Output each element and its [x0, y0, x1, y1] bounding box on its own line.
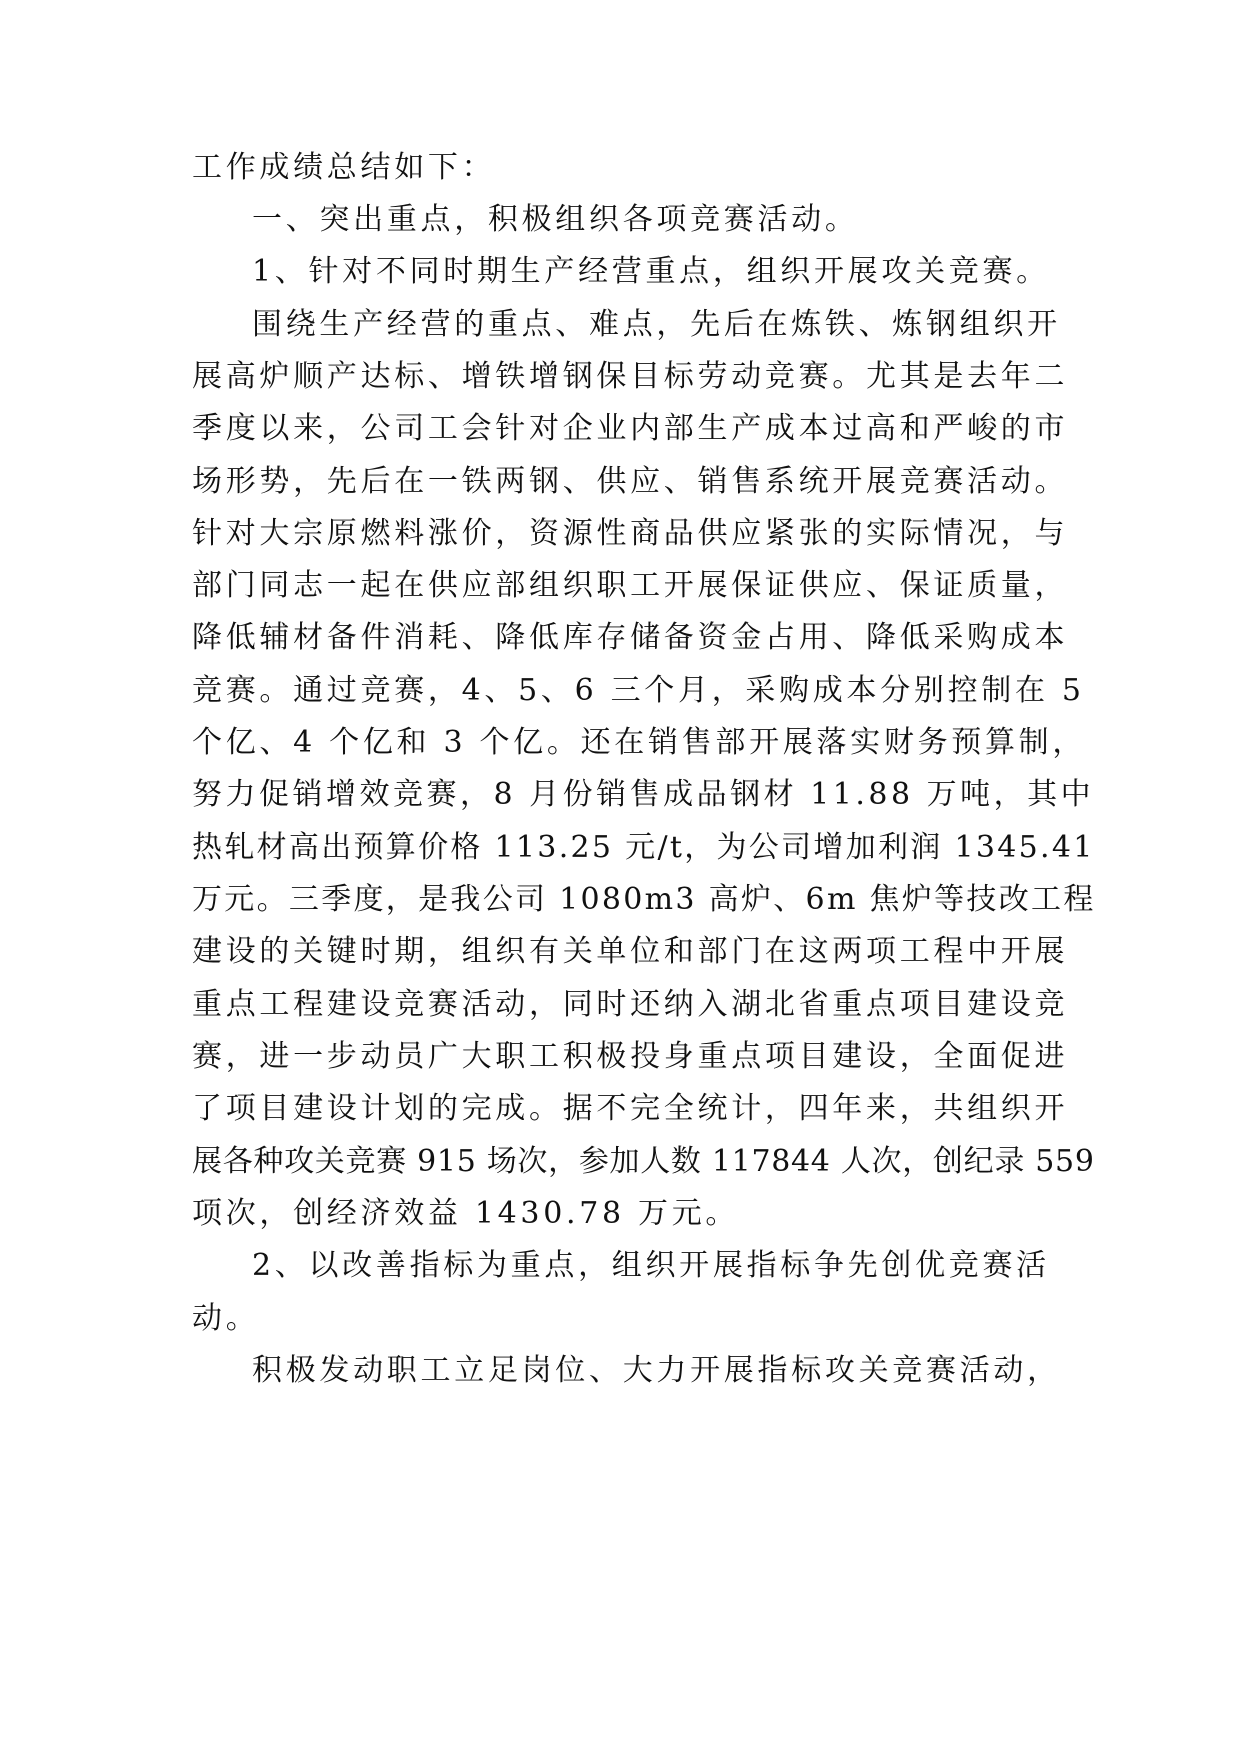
paragraph-line: 重点工程建设竞赛活动，同时还纳入湖北省重点项目建设竞	[192, 987, 1069, 1022]
paragraph-line: 场形势，先后在一铁两钢、供应、销售系统开展竞赛活动。	[192, 464, 1069, 499]
section-heading: 一、突出重点，积极组织各项竞赛活动。	[252, 202, 859, 237]
paragraph-line: 万元。三季度，是我公司 1080m3 高炉、6m 焦炉等技改工程	[192, 882, 1096, 917]
paragraph-line: 围绕生产经营的重点、难点，先后在炼铁、炼钢组织开	[252, 307, 1061, 342]
paragraph-line: 部门同志一起在供应部组织职工开展保证供应、保证质量，	[192, 568, 1069, 603]
paragraph-line: 积极发动职工立足岗位、大力开展指标攻关竞赛活动，	[252, 1353, 1061, 1388]
subsection-heading-2: 2、以改善指标为重点，组织开展指标争先创优竞赛活	[252, 1248, 1050, 1283]
paragraph-line: 热轧材高出预算价格 113.25 元/t，为公司增加利润 1345.41	[192, 830, 1095, 865]
paragraph-line: 针对大宗原燃料涨价，资源性商品供应紧张的实际情况，与	[192, 516, 1069, 551]
paragraph-line: 了项目建设计划的完成。据不完全统计，四年来，共组织开	[192, 1091, 1069, 1126]
paragraph-line: 竞赛。通过竞赛，4、5、6 三个月，采购成本分别控制在 5	[192, 673, 1085, 708]
paragraph-line: 展高炉顺产达标、增铁增钢保目标劳动竞赛。尤其是去年二	[192, 359, 1069, 394]
paragraph-line: 季度以来，公司工会针对企业内部生产成本过高和严峻的市	[192, 411, 1069, 446]
paragraph-line: 项次，创经济效益 1430.78 万元。	[192, 1196, 740, 1231]
paragraph-line: 努力促销增效竞赛，8 月份销售成品钢材 11.88 万吨，其中	[192, 777, 1095, 812]
paragraph-line: 建设的关键时期，组织有关单位和部门在这两项工程中开展	[192, 934, 1069, 969]
paragraph-line: 个亿、4 个亿和 3 个亿。还在销售部开展落实财务预算制，	[192, 725, 1087, 760]
paragraph-line: 展各种攻关竞赛 915 场次，参加人数 117844 人次，创纪录 559	[192, 1144, 1095, 1179]
paragraph-line: 赛，进一步动员广大职工积极投身重点项目建设，全面促进	[192, 1039, 1069, 1074]
text-line-intro: 工作成绩总结如下：	[192, 150, 496, 185]
subsection-heading-1: 1、针对不同时期生产经营重点，组织开展攻关竞赛。	[252, 254, 1050, 289]
subsection-heading-2-continued: 动。	[192, 1301, 260, 1336]
paragraph-line: 降低辅材备件消耗、降低库存储备资金占用、降低采购成本	[192, 620, 1069, 655]
